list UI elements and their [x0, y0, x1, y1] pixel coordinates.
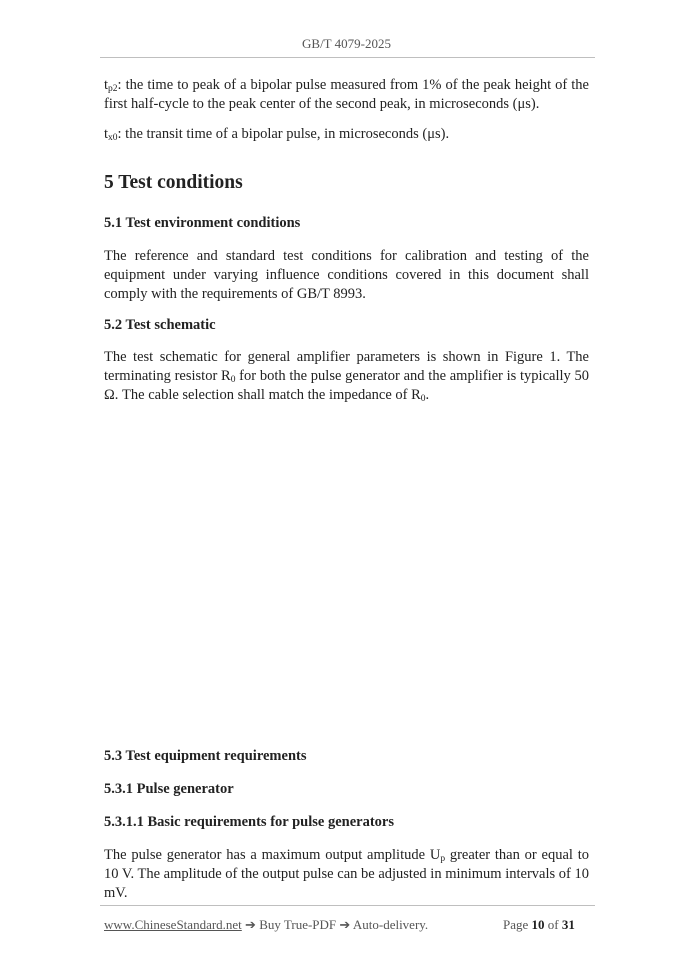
tx0-symbol: t — [104, 126, 109, 142]
r0-subscript-2: 0 — [420, 394, 426, 404]
section-5-2-heading: 5.2 Test schematic — [104, 317, 216, 333]
right-arrow-icon: ➔ — [245, 917, 256, 932]
definition-tx0 — [104, 125, 589, 144]
page-current: 10 — [531, 917, 545, 932]
section-5-3-1-1-heading: 5.3.1.1 Basic requirements for pulse generators — [104, 814, 394, 830]
s5-2-text-a: The test schematic for general amplifier parameters is shown in Figure 1. The terminating resistor R — [104, 349, 589, 384]
right-arrow-icon: ➔ — [339, 917, 351, 932]
definition-tp2 — [104, 76, 589, 114]
tp2-symbol: t — [104, 77, 109, 93]
buy-true-pdf-link[interactable]: Buy True-PDF — [259, 917, 337, 932]
tx0-subscript: x0 — [108, 133, 118, 143]
auto-delivery-text: Auto-delivery. — [352, 917, 429, 932]
tp2-subscript: p2 — [108, 84, 118, 94]
header-divider — [100, 57, 595, 58]
site-link[interactable]: www.ChineseStandard.net — [104, 917, 242, 932]
section-5-1-heading: 5.1 Test environment conditions — [104, 215, 301, 231]
s5-3-1-1-text-b: greater than or equal to 10 V. The amplitude of the output pulse can be adjusted in minimum intervals of 10 mV. — [104, 847, 589, 901]
section-5-3-1-heading: 5.3.1 Pulse generator — [104, 781, 234, 797]
footer-links — [104, 917, 428, 933]
section-5-3-1-1-body — [104, 846, 589, 903]
section-5-heading: 5 Test conditions — [104, 172, 243, 193]
page-indicator — [503, 917, 575, 933]
up-subscript: p — [440, 854, 446, 864]
page-label: Page — [503, 917, 529, 932]
footer-divider — [100, 905, 595, 906]
tx0-text: : the transit time of a bipolar pulse, in microseconds (μs). — [117, 126, 450, 142]
of-label: of — [547, 917, 559, 932]
figure-placeholder-area — [104, 412, 589, 737]
page-total: 31 — [561, 917, 575, 932]
document-header: GB/T 4079-2025 — [302, 36, 391, 51]
s5-2-text-b: for both the pulse generator and the amplifier is typically 50 Ω. The cable selection shall match the impedance of R — [104, 368, 590, 403]
section-5-3-heading: 5.3 Test equipment requirements — [104, 748, 307, 764]
section-5-1-body: The reference and standard test conditions for calibration and testing of the equipment under varying influence conditions covered in this document shall comply with the requirements of GB/T 8993. — [104, 248, 589, 302]
s5-2-text-c: . — [425, 387, 430, 403]
section-5-2-body — [104, 348, 589, 405]
s5-3-1-1-text-a: The pulse generator has a maximum output amplitude U — [104, 847, 441, 863]
r0-subscript: 0 — [230, 375, 236, 385]
tp2-text: : the time to peak of a bipolar pulse measured from 1% of the peak height of the first half-cycle to the peak center of the second peak, in microseconds (μs). — [104, 77, 589, 112]
